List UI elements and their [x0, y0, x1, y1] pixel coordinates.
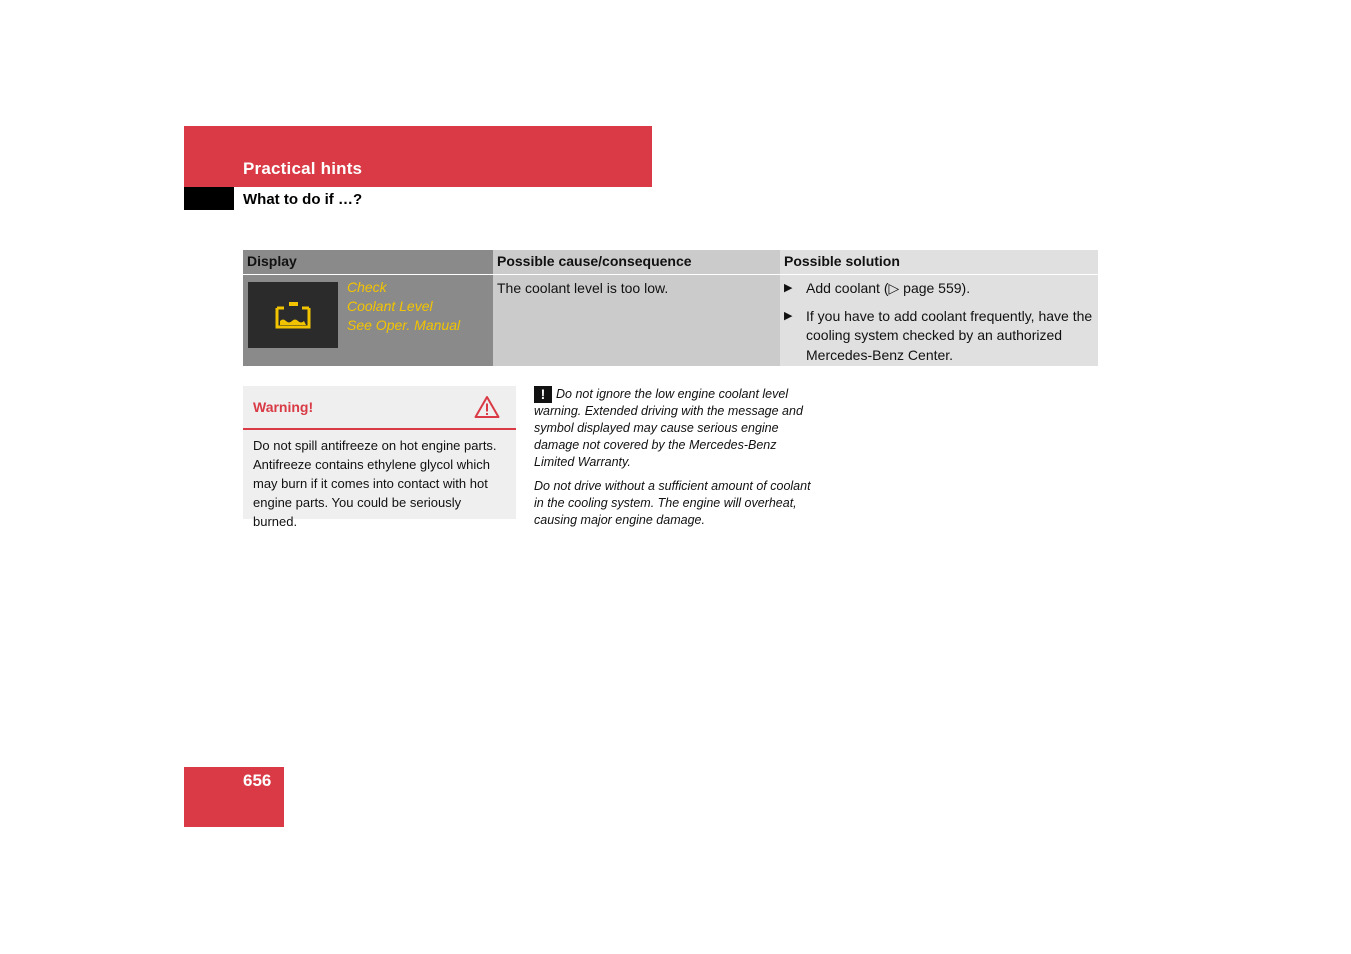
solution-item [784, 307, 1094, 366]
section-title: Practical hints [243, 159, 363, 178]
warning-triangle-icon [474, 395, 500, 419]
display-line-coolant: Coolant Level [347, 298, 433, 314]
warning-box [243, 386, 516, 529]
note-paragraph: Do not drive without a sufficient amount of coolant in the cooling system. The engine will overheat, causing major engine damage. [534, 479, 811, 527]
table-row [243, 275, 1098, 366]
warning-text: Do not spill antifreeze on hot engine parts. Antifreeze contains ethylene glycol which may burn if it comes into contact with hot engine parts. You could be seriously burned. [253, 438, 497, 529]
info-table [243, 250, 1098, 366]
exclamation-icon: ! [534, 386, 552, 403]
solution-text: Add coolant (▷ page 559). [806, 280, 971, 296]
warning-label: Warning! [253, 399, 314, 415]
header-solution: Possible solution [780, 250, 1098, 275]
display-screen [248, 282, 338, 348]
display-line-check: Check [347, 279, 387, 295]
warning-header [243, 386, 516, 430]
coolant-level-icon [274, 300, 312, 330]
cause-cell: The coolant level is too low. [493, 275, 780, 366]
table-header-row [243, 250, 1098, 275]
display-cell [243, 275, 493, 366]
display-line-manual: See Oper. Manual [347, 317, 461, 333]
note-text: Do not ignore the low engine coolant level warning. Extended driving with the message and symbol displayed may cause serious engine damage not covered by the Mercedes-Benz Limited Warranty. [534, 387, 803, 469]
header-cause: Possible cause/consequence [493, 250, 780, 275]
solution-cell [780, 275, 1098, 366]
solution-item [784, 279, 1094, 299]
note-paragraph [534, 386, 816, 471]
section-marker [184, 187, 234, 210]
bullet-arrow-icon: ▶ [784, 282, 793, 294]
page-number: 656 [243, 771, 272, 790]
header-display: Display [243, 250, 493, 275]
solution-text: If you have to add coolant frequently, have the cooling system checked by an authorized Mercedes-Benz Center. [806, 307, 1093, 363]
caution-note [534, 386, 816, 536]
display-message [347, 278, 460, 335]
bullet-arrow-icon: ▶ [784, 309, 793, 322]
page-subtitle: What to do if …? [243, 191, 363, 208]
